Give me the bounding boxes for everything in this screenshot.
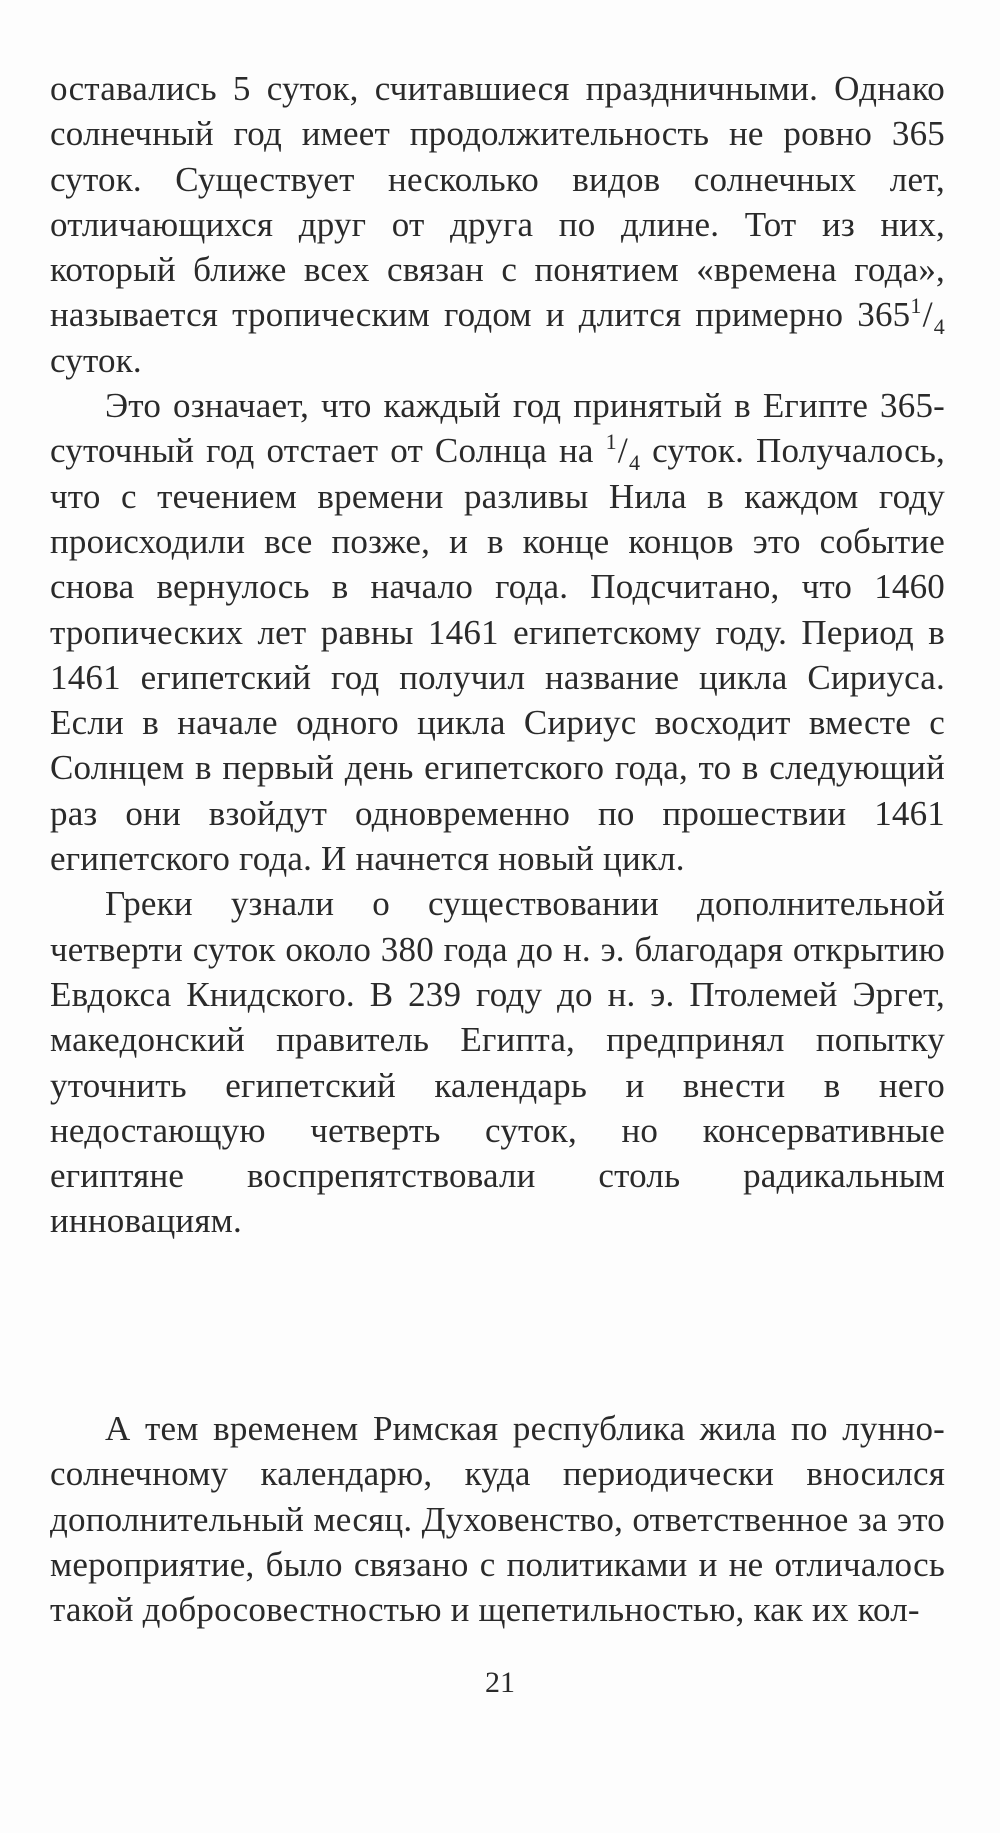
paragraph-1 bbox=[50, 66, 945, 383]
paragraph-3 bbox=[50, 881, 945, 1243]
paragraph-1-tail: суток. bbox=[50, 340, 142, 380]
paragraph-2 bbox=[50, 383, 945, 881]
paragraph-3-text: Греки узнали о существовании дополнительной четверти суток около 380 года до н. э. благодаря открытию Евдокса Книдского. В 239 году до н. э. Птолемей Эргет, македонский правитель Египта, предпринял попытку уточнить египетский календарь и внести в него недостающую четверть суток, но консервативные египтяне воспрепятствовали столь радикальным инновациям. bbox=[50, 884, 945, 1241]
fraction-quarter: $^1/_4$ bbox=[605, 429, 641, 476]
text-block-bottom bbox=[50, 1406, 945, 1632]
paragraph-4-text: А тем временем Римская республика жила по лунно-солнечному календарю, куда периодически вносился дополнительный месяц. Духовенство, ответственное за это мероприятие, было связано с политиками и не отличалось такой добросовестностью и щепетильностью, как их кол- bbox=[50, 1409, 945, 1630]
fraction-365-quarter: $365^1/_4$ bbox=[857, 293, 945, 340]
paragraph-4 bbox=[50, 1406, 945, 1632]
paragraph-2-text: суток. Получалось, что с течением времени разливы Нила в каждом году происходили все позже, и в конце концов это событие снова вернулось в начало года. Подсчитано, что 1460 тропических лет равны 1461 египетскому году. Период в 1461 египетский год получил название цикла Сириуса. Если в начале одного цикла Сириус восходит вместе с Солнцем в первый день египетского года, то в следующий раз они взойдут одновременно по прошествии 1461 египетского года. И начнется новый цикл. bbox=[50, 431, 945, 879]
text-block-top bbox=[50, 66, 945, 1244]
paragraph-1-text: оставались 5 суток, считавшиеся праздничными. Однако солнечный год имеет продолжительность не ровно 365 суток. Существует несколько видов солнечных лет, отличающихся друг от друга по длине. Тот из них, который ближе всех связан с понятием «времена года», называется тропическим годом и длится примерно bbox=[50, 69, 945, 335]
paragraph-2-head: Это означает, что каждый год принятый в Египте 365-суточный год отстает от Солнца на bbox=[50, 386, 945, 471]
page-number: 21 bbox=[485, 1666, 515, 1699]
